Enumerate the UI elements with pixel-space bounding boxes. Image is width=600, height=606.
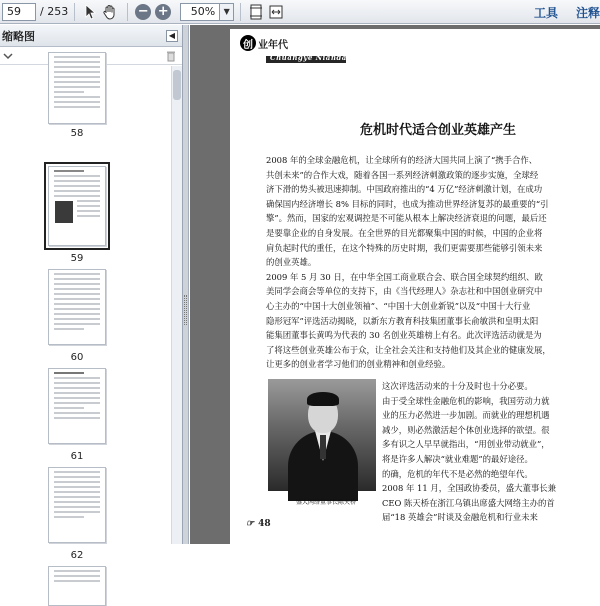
plus-icon: + [155,4,171,20]
thumbnail-label: 58 [70,128,84,139]
fit-page-icon [249,4,263,20]
paragraph-line: 肩负起时代的重任，在这个特殊的历史时期，我们更需要那些能够引领未来 [266,242,543,253]
main-toolbar [0,0,600,24]
trash-icon[interactable] [166,50,176,62]
thumbnail-label: 62 [70,550,84,561]
zoom-dropdown[interactable] [220,3,234,21]
page-number-input[interactable]: 59 [2,3,36,21]
fit-page-button[interactable] [247,3,265,21]
side-paragraph-line: CEO 陈天桥在浙江乌镇出席盛大网络主办的首 [382,497,555,508]
fit-width-button[interactable] [267,3,285,21]
thumbnail-page[interactable] [48,269,106,345]
thumbnails-panel [0,25,183,561]
thumbnail-page[interactable] [48,467,106,543]
thumbnail-label: 61 [70,451,84,462]
paragraph-line: 济下滑的势头被迅速抑制。中国政府推出的“4 万亿”经济刺激计划，在成功 [266,184,543,195]
thumbnail-page-selected[interactable] [48,166,106,246]
splitter-grip[interactable] [184,295,187,325]
side-paragraph-line: 这次评选活动来的十分及时也十分必要。 [382,381,533,391]
paragraph-line: 共创未来”的合作大戏，随着各国一系列经济刺激政策的逐步实施，全球经 [266,169,539,180]
thumbnails-scrollbar[interactable] [171,66,182,544]
page-number-label: 48 [258,519,271,529]
chevron-down-icon: ▼ [223,7,230,16]
collapse-panel-button[interactable] [166,30,178,42]
side-paragraph-line: 的确，危机的年代不是必然的绝望年代。 [382,468,533,479]
thumbnail-page[interactable] [48,52,106,124]
paragraph-line: 心主办的“中国十大创业领袖”、“中国十大创业新锐”以及“中国十大行业 [266,301,531,311]
paragraph-line: 能集团董事长黄鸣为代表的 30 名创业英雄榜上有名。此次评选活动就是为 [266,330,542,341]
paragraph-line: 擎”。然而，国家的宏观调控是不可能从根本上解决经济衰退的问题，最后还 [266,213,547,224]
zoom-out-button[interactable] [134,3,152,21]
hand-tool-icon[interactable] [101,3,119,21]
document-page [230,29,600,549]
magazine-subtitle: Chuangye Niandai [270,53,350,62]
side-paragraph-line: 届“18 英雄会”时谈及金融危机和行业未来 [382,512,538,523]
toolbar-separator [74,3,75,21]
side-paragraph-line: 将是许多人解决“就业难题”的最好途径。 [382,454,533,464]
side-paragraph-line: 多有识之人早早就指出，“用创业带动就业”， [382,439,550,450]
magazine-header [240,35,288,51]
paragraph-line: 让更多的创业者学习他们的创业精神和创业经验。 [266,359,451,370]
toolbar-separator [127,3,128,21]
fit-width-icon [268,4,284,20]
magazine-title: 业年代 [258,39,288,51]
thumbnail-label: 60 [70,352,84,363]
thumbnail-list [0,66,172,561]
thumbnails-header [0,25,182,47]
toolbar-right [516,0,600,24]
paragraph-line: 隐形冠军”评选活动揭晓，以新东方教育科技集团董事长俞敏洪和皇明太阳 [266,315,539,326]
panel-splitter[interactable] [183,25,189,544]
photo-caption: 盛大网络董事长陈天桥 [296,499,357,506]
footer-ornament-icon: ☞ [246,519,255,529]
zoom-level-input[interactable]: 50% [180,3,220,21]
side-paragraph-line: 2008 年 11 月，全国政协委员，盛大董事长兼 [382,483,556,494]
side-paragraph-line: 减少，则必然激活起个体创业选择的欲望。很 [382,424,550,435]
zoom-in-button[interactable] [154,3,172,21]
comment-link[interactable]: 注释 [575,5,600,20]
paragraph-line: 了将这些创业英雄公布于众，让全社会关注和支持他们及其企业的健康发展， [266,344,551,355]
paragraph-line: 2008 年的全球金融危机，让全球所有的经济大国共同上演了“携手合作、 [266,155,538,165]
thumbnail-photo [55,201,73,223]
paragraph-line: 2009 年 5 月 30 日，在中华全国工商业联合会、联合国全球契约组织、欧 [266,271,543,282]
side-paragraph-line: 由于受全球性金融危机的影响，我国劳动力就 [382,395,550,406]
paragraph-line: 确保国内经济增长 8% 目标的同时，也成为推动世界经济复苏的最重要的“引 [266,198,549,209]
toolbar-separator [240,3,241,21]
chevron-left-icon: ◀ [168,31,176,40]
thumbnail-page[interactable] [48,368,106,444]
page-footer [246,519,271,529]
page-total: / 253 [40,5,69,18]
thumbnails-title: 缩略图 [2,29,35,43]
paragraph-line: 是要靠企业的自身发展。在全世界的目光都聚集中国的时候，中国的企业将 [266,228,543,238]
side-paragraph-line: 业的压力必然进一步加剧。而就业的理想机遇 [382,410,550,421]
portrait-photo [268,379,376,491]
magazine-logo: 创 [240,35,256,51]
select-cursor-icon[interactable] [81,3,99,21]
paragraph-line: 美同学会商会等单位的支持下，由《当代经理人》杂志社和中国创业研究中 [266,286,543,297]
options-icon[interactable] [2,50,14,62]
paragraph-line: 的创业英雄。 [266,257,317,268]
minus-icon: − [135,4,151,20]
article-title: 危机时代适合创业英雄产生 [360,123,517,138]
thumbnail-label: 59 [70,253,84,264]
document-view [190,25,600,544]
tools-link[interactable]: 工具 [533,5,558,20]
thumbnail-page[interactable] [48,566,106,606]
scrollbar-thumb[interactable] [173,70,181,100]
